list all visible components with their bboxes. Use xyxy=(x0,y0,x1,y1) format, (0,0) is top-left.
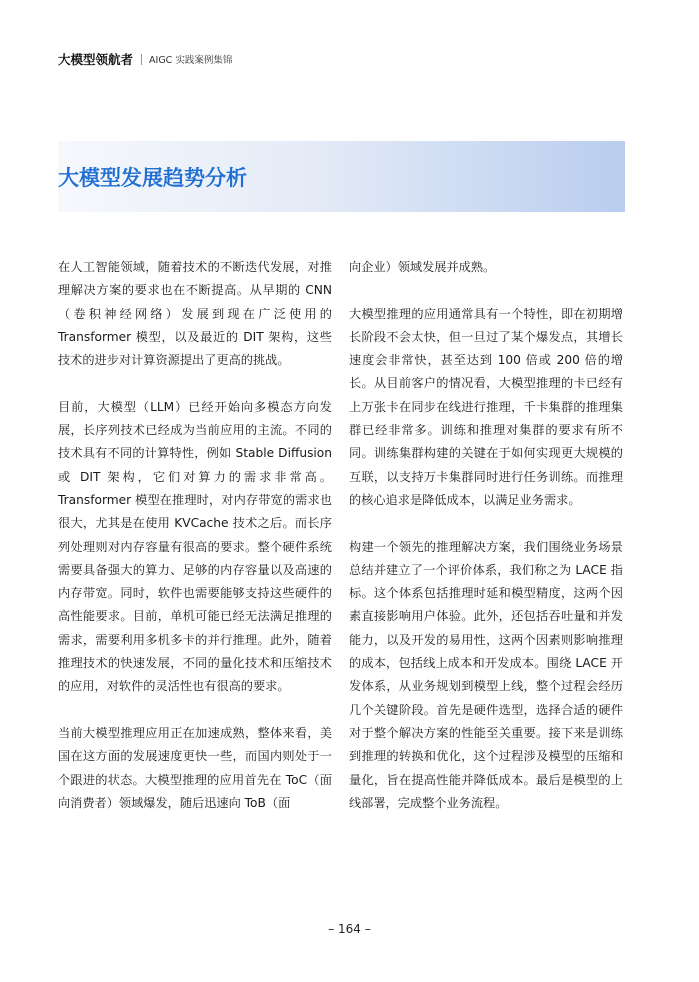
left-paragraph-1: 在人工智能领域，随着技术的不断迭代发展，对推理解决方案的要求也在不断提高。从早期的 CNN（卷积神经网络）发展到现在广泛使用的 Transformer 模型，以及最近的 DIT 架构，这些技术的进步对计算资源提出了更高的挑战。 xyxy=(58,260,332,368)
page-number: – 164 – xyxy=(328,922,371,936)
header-divider xyxy=(141,54,142,65)
section-banner xyxy=(58,141,625,212)
running-header xyxy=(58,50,232,68)
right-paragraph-2: 大模型推理的应用通常具有一个特性，即在初期增长阶段不会太快，但一旦过了某个爆发点，其增长速度会非常快，甚至达到 100 倍或 200 倍的增长。从目前客户的情况看，大模型推理的卡已经有上万张卡在同步在线进行推理，千卡集群的推理集群已经非常多。训练和推理对集群的要求有所不同。训练集群构建的关键在于如何实现更大规模的互联，以支持万卡集群同时进行任务训练。而推理的核心追求是降低成本，以满足业务需求。 xyxy=(349,306,623,507)
section-title: 大模型发展趋势分析 xyxy=(58,166,247,190)
left-column xyxy=(58,256,332,838)
header-title: 大模型领航者 xyxy=(58,52,134,67)
right-column xyxy=(349,256,623,838)
left-paragraph-3: 当前大模型推理应用正在加速成熟，整体来看，美国在这方面的发展速度更快一些，而国内则处于一个跟进的状态。大模型推理的应用首先在 ToC（面向消费者）领域爆发，随后迅速向 ToB（面 xyxy=(58,725,332,810)
right-paragraph-1: 向企业）领域发展并成熟。 xyxy=(349,260,496,274)
right-paragraph-3: 构建一个领先的推理解决方案，我们围绕业务场景总结并建立了一个评价体系，我们称之为 LACE 指标。这个体系包括推理时延和模型精度，这两个因素直接影响用户体验。此外，还包括吞吐量和并发能力，以及开发的易用性，这两个因素则影响推理的成本，包括线上成本和开发成本。围绕 LACE 开发体系，从业务规划到模型上线，整个过程会经历几个关键阶段。首先是硬件选型，选择合适的硬件对于整个解决方案的性能至关重要。接下来是训练到推理的转换和优化，这个过程涉及模型的压缩和量化，旨在提高性能并降低成本。最后是模型的上线部署，完成整个业务流程。 xyxy=(349,539,623,810)
header-subtitle: AIGC 实践案例集锦 xyxy=(149,55,233,66)
left-paragraph-2: 目前，大模型（LLM）已经开始向多模态方向发展，长序列技术已经成为当前应用的主流。不同的技术具有不同的计算特性，例如 Stable Diffusion 或 DIT 架构，它们对算力的需求非常高。Transformer 模型在推理时，对内存带宽的需求也很大，尤其是在使用 KVCache 技术之后。而长序列处理则对内存容量有很高的要求。整个硬件系统需要具备强大的算力、足够的内存容量以及高速的内存带宽。同时，软件也需要能够支持这些硬件的高性能要求。目前，单机可能已经无法满足推理的需求，需要利用多机多卡的并行推理。此外，随着推理技术的快速发展，不同的量化技术和压缩技术的应用，对软件的灵活性也有很高的要求。 xyxy=(58,399,332,694)
